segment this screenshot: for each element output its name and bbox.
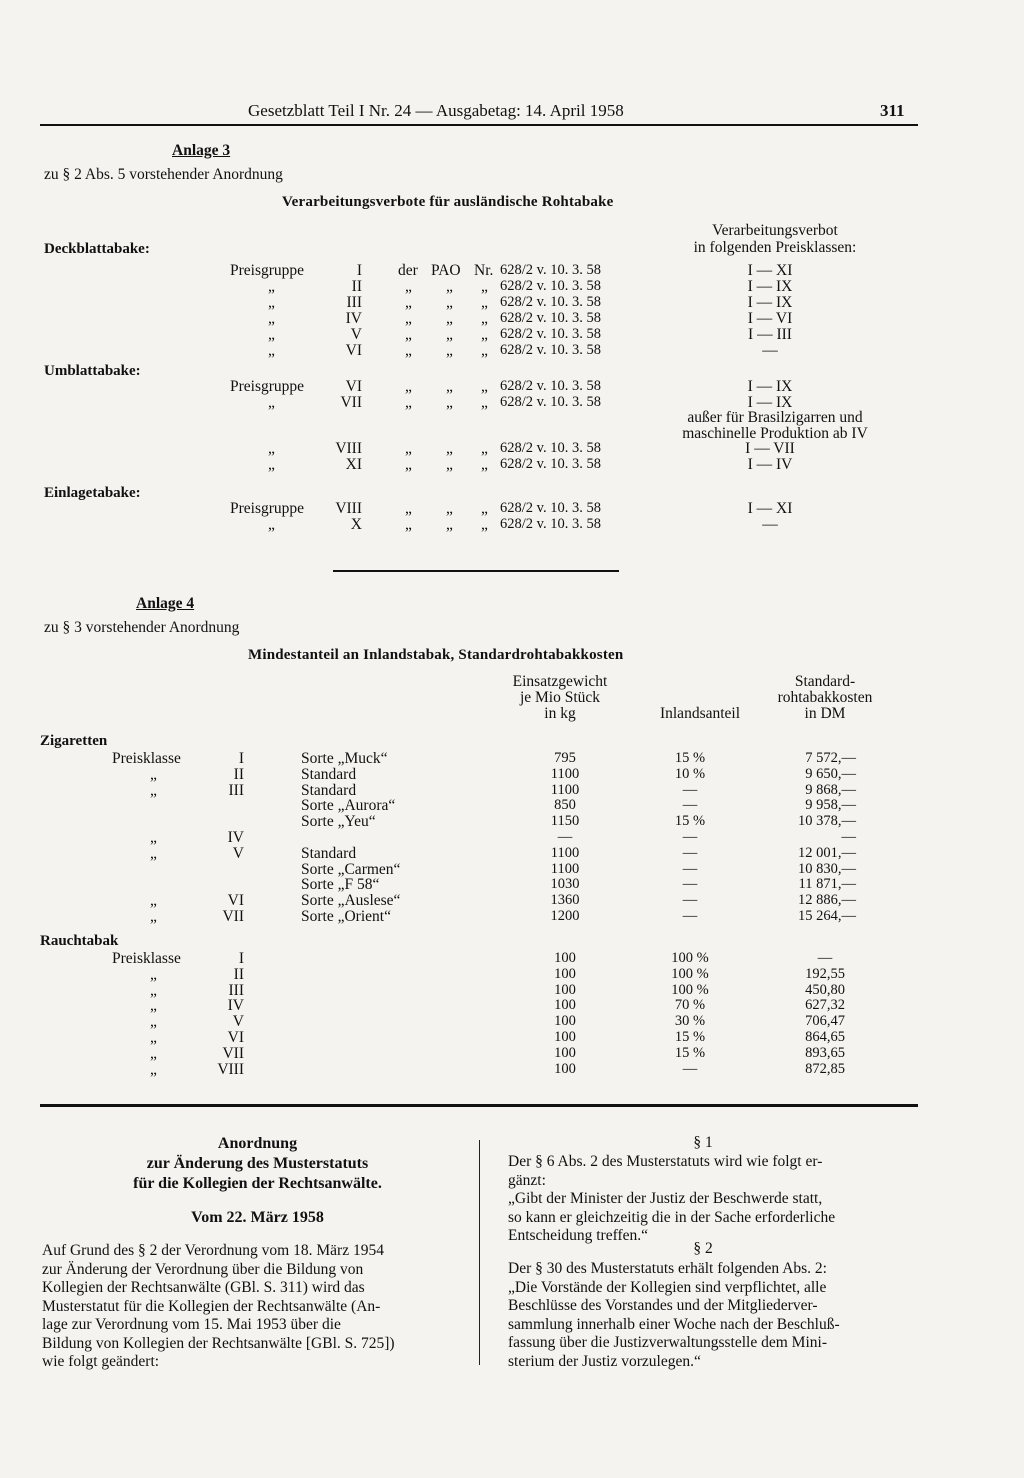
col-kosten-line-3: in DM	[804, 705, 846, 722]
zig-preisklasse: „	[150, 765, 157, 783]
page-header-title: Gesetzblatt Teil I Nr. 24 — Ausgabetag: 14. April 1958	[248, 101, 624, 120]
zig-kosten: 7 572,—	[805, 750, 856, 766]
anlage3-class: X	[350, 516, 362, 533]
anlage3-verbot-value: I — IX	[747, 378, 793, 395]
zig-inlandsanteil: —	[682, 860, 698, 877]
rauch-class: VIII	[217, 1060, 244, 1078]
rauch-preisklasse: „	[150, 1029, 157, 1046]
anlage3-ref: „	[405, 342, 412, 359]
anlage3-subheading: zu § 2 Abs. 5 vorstehender Anordnung	[44, 166, 283, 183]
text-line: Der § 6 Abs. 2 des Musterstatuts wird wie folgt er-	[508, 1153, 823, 1170]
rauch-kosten: 893,65	[805, 1044, 845, 1061]
zig-gewicht: 1100	[550, 765, 580, 782]
anlage3-ref: „	[481, 278, 488, 295]
anlage3-preisgruppe: „	[268, 516, 275, 533]
anlage3-verbot-value: I — VI	[747, 310, 793, 327]
anlage3-group-label: Einlagetabake:	[44, 485, 141, 501]
rauch-gewicht: 100	[554, 981, 576, 998]
anlage3-ref: „	[446, 378, 453, 395]
rauch-class: V	[232, 1013, 244, 1031]
zig-kosten: 11 871,—	[798, 876, 856, 893]
anlage3-ref: „	[446, 440, 453, 457]
zig-gewicht: 1100	[550, 860, 580, 877]
zig-sorte: Sorte „Muck“	[301, 750, 388, 767]
rauch-class: IV	[227, 997, 244, 1015]
anlage3-ref: „	[446, 326, 453, 343]
anlage3-preisgruppe: Preisgruppe	[230, 262, 305, 279]
text-line: gänzt:	[508, 1171, 546, 1189]
rauch-kosten: 872,85	[805, 1060, 845, 1077]
rauch-kosten: —	[817, 950, 833, 966]
anlage3-preisgruppe: Preisgruppe	[230, 378, 305, 395]
zig-preisklasse: „	[150, 908, 157, 925]
rauch-inlandsanteil: 15 %	[674, 1044, 706, 1061]
anlage3-pao-nr: 628/2 v. 10. 3. 58	[500, 516, 601, 532]
zig-sorte: Standard	[301, 844, 357, 862]
anlage3-preisgruppe: „	[268, 278, 275, 295]
zig-preisklasse: Preisklasse	[112, 750, 181, 767]
anlage4-subheading: zu § 3 vorstehender Anordnung	[44, 619, 240, 636]
rauch-class: VI	[227, 1029, 244, 1046]
zig-preisklasse: „	[150, 892, 157, 910]
rauchtabak-label: Rauchtabak	[40, 933, 119, 949]
text-line: sammlung innerhalb einer Woche nach der Beschluß-	[508, 1315, 840, 1333]
anlage3-verbot-value: I — IV	[747, 456, 793, 473]
anlage3-class: IV	[345, 310, 362, 327]
anlage3-class: V	[350, 326, 362, 343]
col-kosten-line-2: rohtabakkosten	[777, 689, 873, 706]
zig-inlandsanteil: —	[682, 781, 698, 798]
rauch-preisklasse: „	[150, 1013, 157, 1031]
rauch-gewicht: 100	[554, 997, 576, 1014]
zig-kosten: 15 264,—	[798, 908, 856, 924]
zig-gewicht: 1100	[550, 844, 580, 861]
rauch-preisklasse: „	[150, 981, 157, 999]
header-rule	[40, 124, 918, 126]
zigaretten-label: Zigaretten	[40, 733, 108, 749]
rauch-preisklasse: „	[150, 965, 157, 983]
zig-gewicht: —	[557, 829, 573, 845]
anlage3-verbot-value: I — VII	[745, 440, 795, 457]
zig-preisklasse: „	[150, 829, 157, 846]
zig-sorte: Sorte „Orient“	[301, 908, 391, 925]
zig-gewicht: 850	[554, 797, 576, 814]
rauch-inlandsanteil: 30 %	[674, 1013, 706, 1030]
zig-sorte: Sorte „F 58“	[301, 876, 380, 894]
zig-sorte: Sorte „Aurora“	[301, 797, 396, 815]
zig-inlandsanteil: 15 %	[674, 813, 706, 830]
rauch-inlandsanteil: 70 %	[674, 997, 706, 1014]
zig-kosten: 9 650,—	[805, 765, 856, 782]
rauch-gewicht: 100	[554, 950, 576, 966]
anlage3-ref: „	[446, 294, 453, 311]
anlage3-pao-nr: 628/2 v. 10. 3. 58	[500, 378, 601, 394]
rauch-kosten: 450,80	[805, 981, 845, 998]
rauch-inlandsanteil: 100 %	[671, 965, 709, 982]
anlage3-pao-nr: 628/2 v. 10. 3. 58	[500, 456, 601, 472]
col-gewicht-line-1: Einsatzgewicht	[512, 673, 608, 690]
text-line: sterium der Justiz vorzulegen.“	[508, 1352, 701, 1370]
zig-inlandsanteil: 10 %	[674, 765, 706, 782]
rauch-gewicht: 100	[554, 965, 576, 982]
zig-inlandsanteil: —	[682, 876, 698, 893]
zig-sorte: Sorte „Auslese“	[301, 892, 401, 910]
anlage3-ref: „	[405, 378, 412, 395]
anlage3-ref: „	[446, 278, 453, 295]
anlage3-preisgruppe: „	[268, 342, 275, 359]
anordnung-title-1: Anordnung	[217, 1135, 298, 1152]
bottom-section-rule	[40, 1104, 918, 1107]
anlage3-pao-nr: 628/2 v. 10. 3. 58	[500, 440, 601, 456]
para1-text	[508, 1153, 918, 1246]
rauch-inlandsanteil: 100 %	[671, 981, 709, 998]
anlage3-preisgruppe: „	[268, 294, 275, 311]
col-gewicht-line-3: in kg	[544, 705, 576, 722]
zig-kosten: 10 378,—	[798, 813, 856, 830]
anlage3-class: VI	[345, 378, 362, 395]
zig-gewicht: 1100	[550, 781, 580, 798]
zig-class: III	[228, 781, 244, 799]
anlage3-ref: „	[481, 378, 488, 395]
para2-title: § 2	[693, 1240, 713, 1257]
text-line: so kann er gleichzeitig die in der Sache erforderliche	[508, 1208, 836, 1226]
section-divider	[333, 570, 619, 572]
text-line: „Gibt der Minister der Justiz der Beschwerde statt,	[508, 1190, 823, 1207]
anlage3-verbot-value: I — III	[748, 326, 792, 343]
anlage3-ref: „	[405, 310, 412, 327]
text-line: Auf Grund des § 2 der Verordnung vom 18. März 1954	[42, 1242, 384, 1259]
anordnung-title-2: zur Änderung des Musterstatuts	[146, 1155, 369, 1172]
anlage3-class: III	[346, 294, 362, 311]
anlage3-verbot-value: I — XI	[747, 262, 793, 279]
anlage3-class: XI	[345, 456, 362, 473]
anlage3-ref: PAO	[431, 262, 461, 279]
col-inlandsanteil: Inlandsanteil	[659, 705, 741, 722]
zig-preisklasse: „	[150, 844, 157, 862]
rauch-gewicht: 100	[554, 1060, 576, 1077]
anlage3-col-header-2: in folgenden Preisklassen:	[693, 239, 857, 256]
rauch-kosten: 627,32	[805, 997, 845, 1014]
anlage3-preisgruppe: Preisgruppe	[230, 500, 305, 517]
column-divider	[479, 1140, 480, 1365]
rauch-class: VII	[222, 1044, 244, 1062]
anlage3-col-header-1: Verarbeitungsverbot	[712, 222, 838, 239]
rauch-gewicht: 100	[554, 1013, 576, 1030]
anlage3-verbot-value: I — IX	[747, 294, 793, 311]
zig-preisklasse: „	[150, 781, 157, 799]
rauch-kosten: 706,47	[805, 1013, 845, 1030]
rauch-gewicht: 100	[554, 1029, 576, 1045]
text-line: wie folgt geändert:	[42, 1353, 160, 1370]
rauch-kosten: 864,65	[805, 1029, 845, 1045]
zig-sorte: Sorte „Carmen“	[301, 860, 401, 878]
zig-inlandsanteil: —	[682, 908, 698, 924]
anlage3-group-label: Umblattabake:	[44, 363, 141, 379]
anlage3-ref: „	[481, 456, 488, 473]
anlage4-heading: Anlage 4	[136, 595, 195, 612]
col-gewicht-line-2: je Mio Stück	[519, 689, 601, 706]
anordnung-preamble	[42, 1242, 472, 1372]
anlage3-pao-nr: 628/2 v. 10. 3. 58	[500, 342, 601, 358]
zig-inlandsanteil: —	[682, 829, 698, 845]
text-line: „Die Vorstände der Kollegien sind verpflichtet, alle	[508, 1278, 827, 1296]
page-number: 311	[880, 101, 905, 120]
anlage3-ref: „	[405, 516, 412, 533]
anlage3-note-1: außer für Brasilzigarren und	[687, 409, 863, 426]
anlage3-preisgruppe: „	[268, 394, 275, 411]
anlage3-pao-nr: 628/2 v. 10. 3. 58	[500, 310, 601, 326]
anlage3-verbot-value: —	[762, 516, 778, 533]
anlage4-title: Mindestanteil an Inlandstabak, Standardrohtabakkosten	[248, 647, 624, 663]
rauch-inlandsanteil: 100 %	[671, 950, 709, 966]
anlage3-pao-nr: 628/2 v. 10. 3. 58	[500, 500, 601, 516]
anlage3-preisgruppe: „	[268, 440, 275, 457]
anordnung-title-3: für die Kollegien der Rechtsanwälte.	[133, 1175, 382, 1192]
anlage3-pao-nr: 628/2 v. 10. 3. 58	[500, 294, 601, 310]
zig-inlandsanteil: —	[682, 892, 698, 909]
zig-gewicht: 1030	[550, 876, 580, 893]
anlage3-group-label: Deckblattabake:	[44, 241, 150, 257]
rauch-class: III	[228, 981, 244, 999]
anlage3-ref: „	[446, 516, 453, 533]
zig-inlandsanteil: —	[682, 844, 698, 861]
text-line: Musterstatut für die Kollegien der Rechtsanwälte (An-	[42, 1297, 381, 1315]
anlage3-ref: „	[481, 326, 488, 343]
anlage3-ref: „	[481, 516, 488, 533]
anlage3-ref: „	[446, 500, 453, 517]
zig-class: IV	[227, 829, 244, 846]
zig-kosten: 9 958,—	[805, 797, 856, 814]
anlage3-ref: Nr.	[474, 262, 494, 279]
anlage3-ref: „	[481, 342, 488, 359]
rauch-preisklasse: „	[150, 997, 157, 1015]
anlage3-preisgruppe: „	[268, 456, 275, 473]
text-line: Entscheidung treffen.“	[508, 1227, 649, 1244]
zig-sorte: Standard	[301, 781, 357, 799]
rauch-gewicht: 100	[554, 1044, 576, 1061]
anlage3-class: I	[356, 262, 362, 279]
anlage3-ref: „	[405, 500, 412, 517]
rauch-kosten: 192,55	[805, 965, 845, 982]
anlage3-title: Verarbeitungsverbote für ausländische Rohtabake	[282, 194, 614, 210]
anlage3-verbot-value: I — IX	[747, 278, 793, 295]
anlage3-ref: „	[405, 326, 412, 343]
anlage3-ref: „	[481, 394, 488, 411]
anlage3-ref: „	[481, 500, 488, 517]
anlage3-heading: Anlage 3	[172, 142, 231, 159]
anlage3-note-2: maschinelle Produktion ab IV	[682, 425, 868, 442]
anlage3-ref: „	[481, 310, 488, 327]
anlage3-ref: „	[481, 294, 488, 311]
anlage3-ref: „	[446, 310, 453, 327]
anlage3-preisgruppe: „	[268, 310, 275, 327]
zig-class: II	[233, 765, 244, 783]
rauch-inlandsanteil: —	[682, 1060, 698, 1077]
zig-kosten: 12 001,—	[798, 844, 856, 861]
anlage3-class: II	[351, 278, 362, 295]
zig-inlandsanteil: —	[682, 797, 698, 814]
zig-class: VI	[227, 892, 244, 910]
anlage3-ref: „	[446, 394, 453, 411]
zig-class: I	[238, 750, 244, 767]
anlage3-pao-nr: 628/2 v. 10. 3. 58	[500, 394, 601, 410]
anlage3-pao-nr: 628/2 v. 10. 3. 58	[500, 278, 601, 294]
anlage3-verbot-value: I — XI	[747, 500, 793, 517]
rauch-preisklasse: „	[150, 1044, 157, 1062]
para1-title: § 1	[693, 1134, 713, 1151]
rauch-inlandsanteil: 15 %	[674, 1029, 706, 1045]
text-line: zur Änderung der Verordnung über die Bildung von	[42, 1260, 364, 1278]
rauch-preisklasse: Preisklasse	[112, 950, 181, 967]
zig-gewicht: 795	[554, 750, 576, 766]
zig-inlandsanteil: 15 %	[674, 750, 706, 766]
anordnung-date: Vom 22. März 1958	[191, 1209, 324, 1226]
anlage3-class: VII	[340, 394, 362, 411]
anlage3-class: VI	[345, 342, 362, 359]
zig-kosten: 9 868,—	[805, 781, 856, 798]
anlage3-ref: „	[446, 456, 453, 473]
zig-class: V	[232, 844, 244, 862]
anlage3-preisgruppe: „	[268, 326, 275, 343]
anlage3-ref: „	[405, 278, 412, 295]
text-line: Bildung von Kollegien der Rechtsanwälte [GBl. S. 725])	[42, 1334, 395, 1352]
text-line: Der § 30 des Musterstatuts erhält folgenden Abs. 2:	[508, 1260, 827, 1277]
zig-sorte: Standard	[301, 765, 357, 783]
anlage3-ref: „	[405, 440, 412, 457]
zig-class: VII	[222, 908, 244, 925]
zig-gewicht: 1200	[550, 908, 580, 924]
anlage3-ref: „	[446, 342, 453, 359]
anlage3-pao-nr: 628/2 v. 10. 3. 58	[500, 262, 601, 278]
anlage3-verbot-value: I — IX	[747, 394, 793, 411]
zig-kosten: —	[841, 829, 856, 845]
text-line: fassung über die Justizverwaltungsstelle dem Mini-	[508, 1334, 827, 1351]
anlage3-pao-nr: 628/2 v. 10. 3. 58	[500, 326, 601, 342]
rauch-preisklasse: „	[150, 1060, 157, 1078]
anlage3-ref: der	[398, 262, 418, 279]
anlage3-ref: „	[405, 294, 412, 311]
para2-text	[508, 1260, 918, 1371]
zig-kosten: 12 886,—	[798, 892, 856, 909]
anlage3-ref: „	[481, 440, 488, 457]
zig-gewicht: 1360	[550, 892, 580, 909]
text-line: Beschlüsse des Vorstandes und der Mitgliederver-	[508, 1297, 818, 1314]
rauch-class: I	[238, 950, 244, 967]
text-line: lage zur Verordnung vom 15. Mai 1953 über die	[42, 1316, 341, 1333]
anlage3-verbot-value: —	[762, 342, 778, 359]
rauch-class: II	[233, 965, 244, 983]
anlage3-ref: „	[405, 394, 412, 411]
zig-kosten: 10 830,—	[798, 860, 856, 877]
anlage3-ref: „	[405, 456, 412, 473]
anlage3-class: VIII	[335, 500, 362, 517]
text-line: Kollegien der Rechtsanwälte (GBl. S. 311) wird das	[42, 1279, 365, 1296]
anlage3-class: VIII	[335, 440, 362, 457]
zig-gewicht: 1150	[550, 813, 580, 830]
col-kosten-line-1: Standard-	[794, 673, 856, 690]
zig-sorte: Sorte „Yeu“	[301, 813, 376, 831]
